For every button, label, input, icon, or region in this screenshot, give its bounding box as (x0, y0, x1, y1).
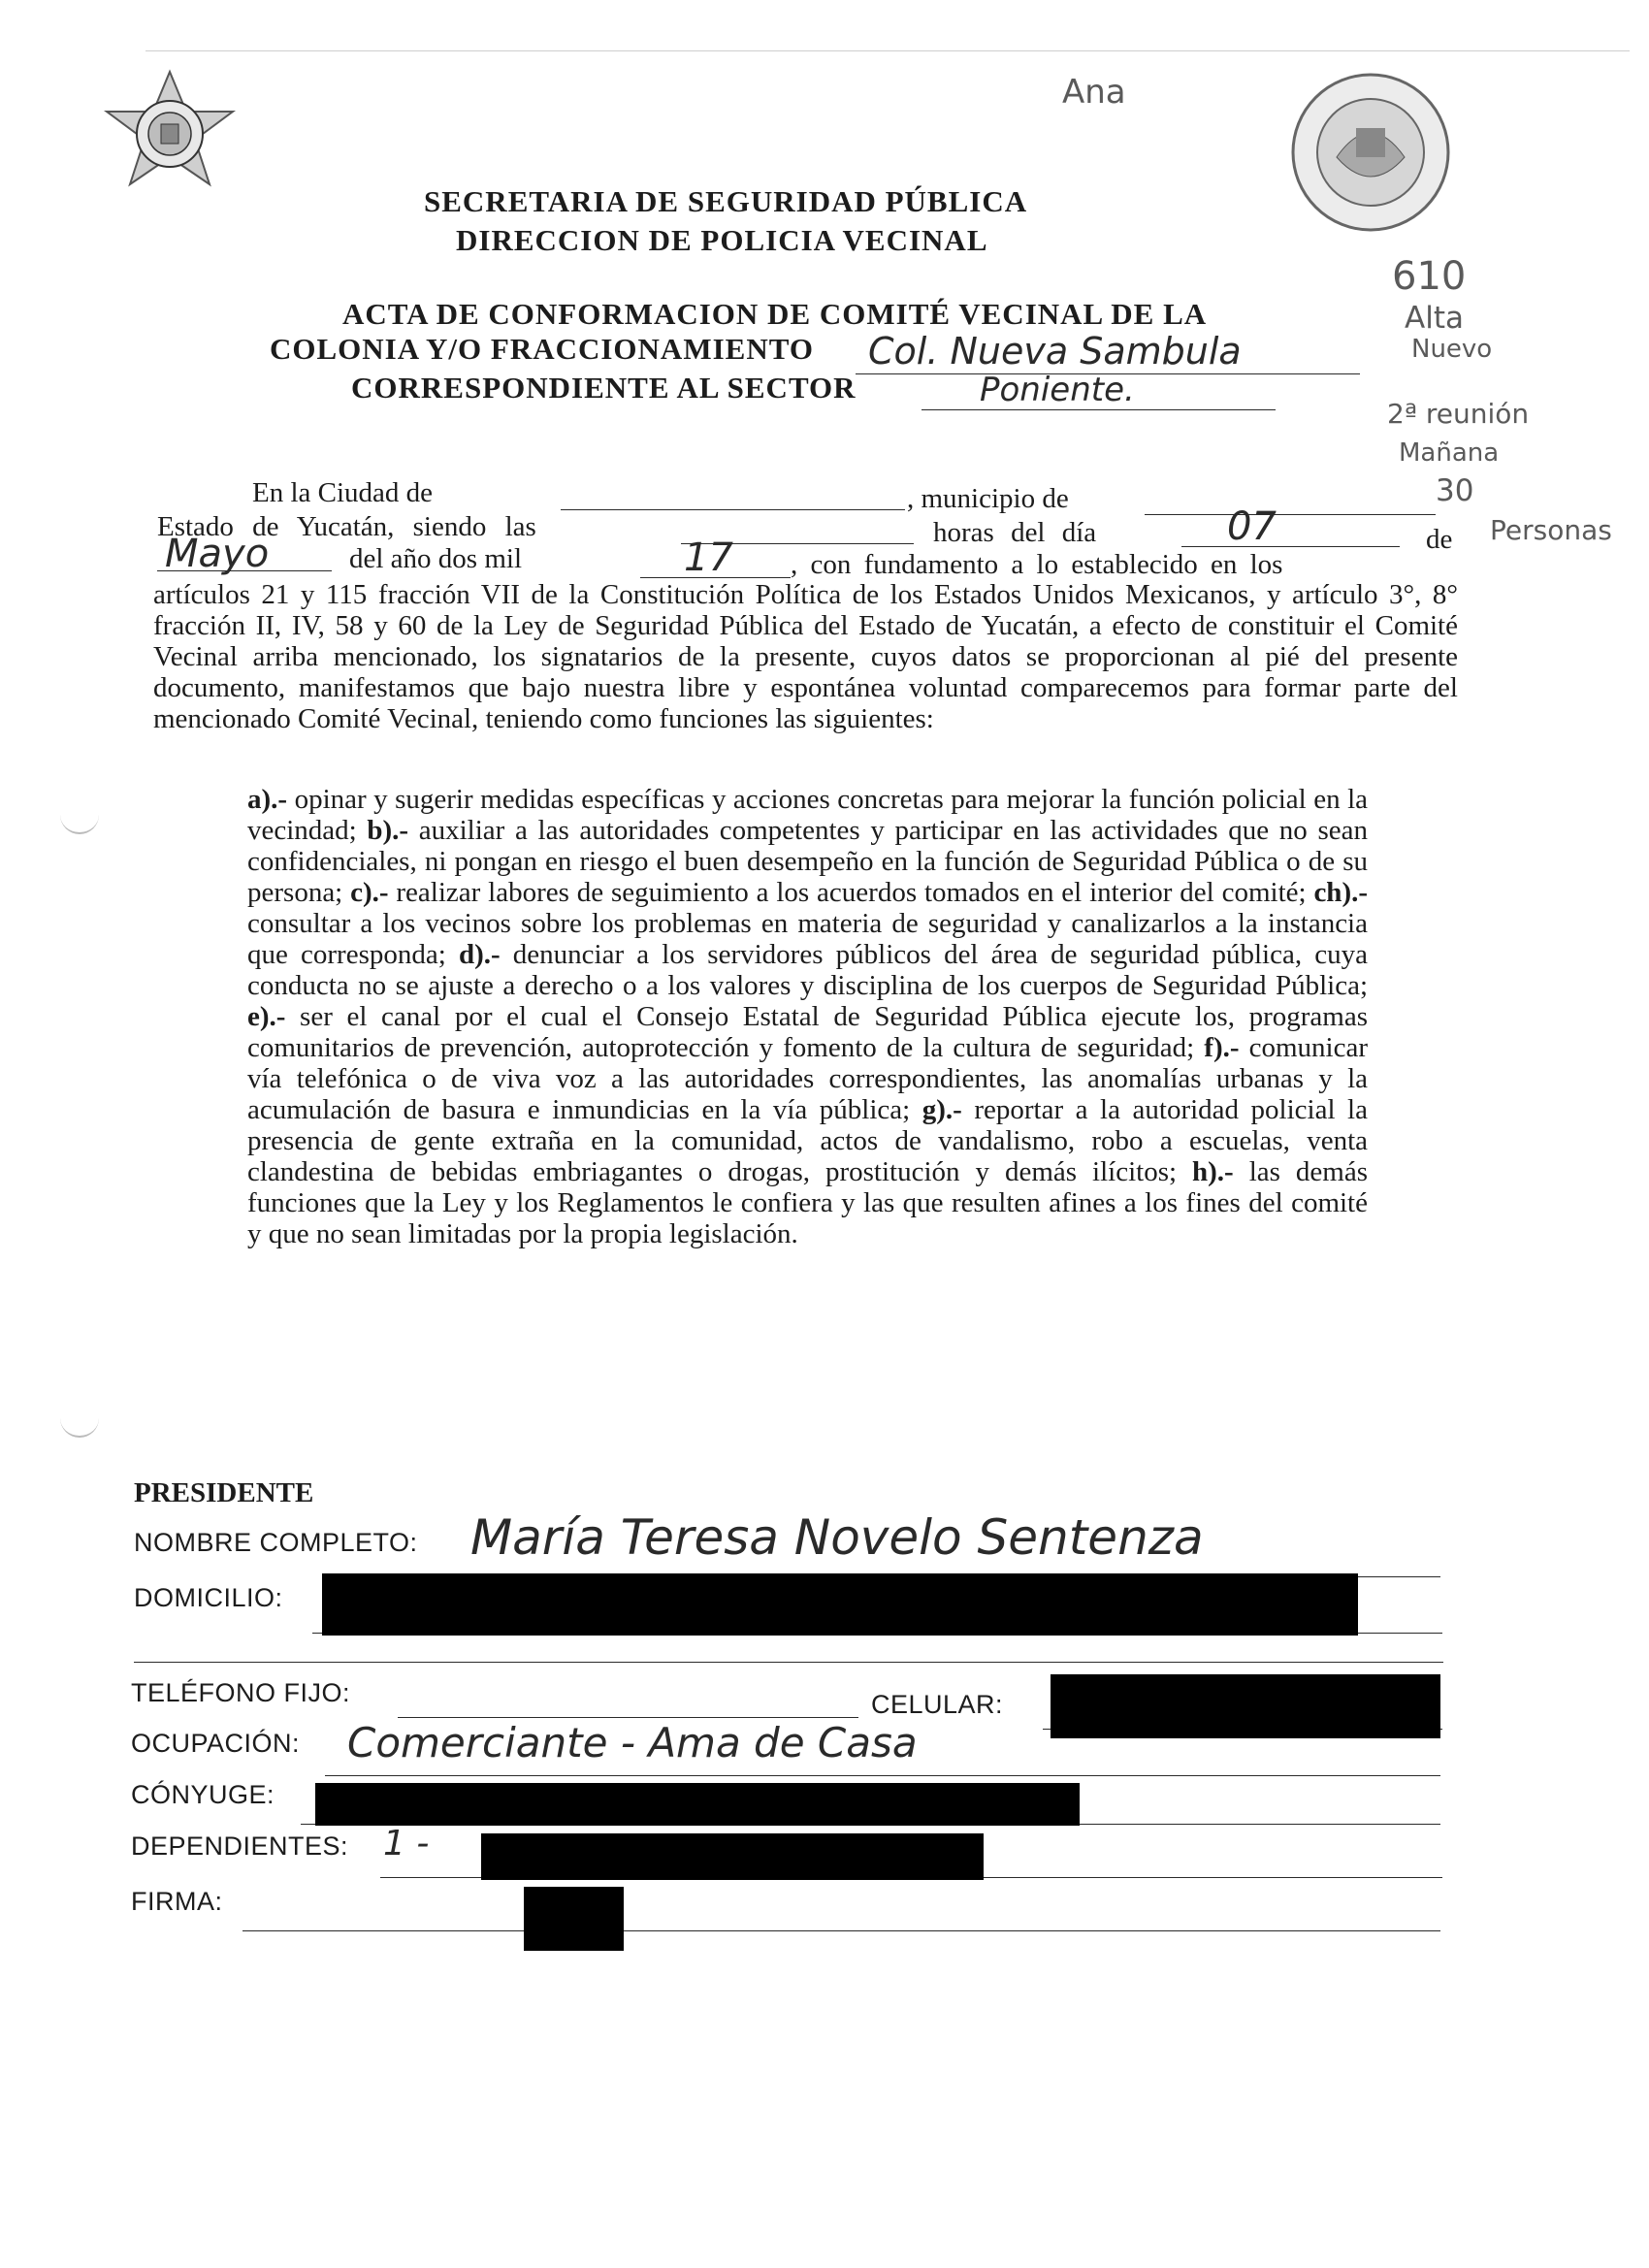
header-line-2: DIRECCION DE POLICIA VECINAL (456, 223, 988, 257)
body-line3-b: , con fundamento a lo establecido en los (791, 549, 1283, 580)
domicilio-redaction (322, 1573, 1358, 1636)
item-e-text: ser el canal por el cual el Consejo Estatal de Seguridad Pública ejecute los, programas comunitarios de prevención, autoprotección y fomento de la cultura de seguridad; (247, 1001, 1368, 1063)
margin-note-3: Nuevo (1411, 335, 1493, 364)
telefono-label: TELÉFONO FIJO: (131, 1678, 351, 1707)
title-line-3: CORRESPONDIENTE AL SECTOR (351, 371, 857, 405)
punch-hole-mark (60, 813, 99, 834)
nombre-label: NOMBRE COMPLETO: (134, 1528, 418, 1557)
council-seal (1288, 70, 1453, 235)
item-b-text: auxiliar a las autoridades competentes y participar en las actividades que no sean confidenciales, ni pongan en riesgo el buen desempeño en la función de Seguridad Pública o de su persona; (247, 815, 1368, 908)
item-e-label: e).- (247, 1001, 286, 1032)
item-h-text: las demás funciones que la Ley y los Reglamentos le confiera y las que resulten afines a los fines del comité y que no sean limitadas por la propia legislación. (247, 1156, 1368, 1249)
item-c-text: realizar labores de seguimiento a los acuerdos tomados en el interior del comité; (388, 877, 1314, 908)
body-line2-b: horas del día (933, 517, 1097, 548)
telefono-line (398, 1717, 858, 1718)
item-a-label: a).- (247, 784, 288, 815)
domicilio-line-2 (134, 1662, 1443, 1663)
municipio-line (1145, 514, 1436, 515)
dependientes-label: DEPENDIENTES: (131, 1831, 349, 1861)
dependientes-value: 1 - (383, 1824, 430, 1863)
anio-value: 17 (684, 535, 733, 580)
firma-redaction (524, 1887, 624, 1951)
functions-paragraph (247, 784, 1368, 1249)
body-line1-b: , municipio de (907, 483, 1069, 514)
margin-note-4: 2ª reunión (1387, 398, 1530, 430)
margin-note-top: Ana (1062, 73, 1126, 112)
title-line-2: COLONIA Y/O FRACCIONAMIENTO (270, 332, 814, 366)
item-d-label: d).- (458, 939, 501, 970)
item-b-label: b).- (367, 815, 409, 846)
margin-note-2: Alta (1405, 301, 1464, 336)
celular-label: CELULAR: (871, 1690, 1004, 1719)
body-line1-a: En la Ciudad de (252, 477, 434, 508)
title-line-1: ACTA DE CONFORMACION DE COMITÉ VECINAL DE LA (342, 297, 1208, 331)
item-ch-text: consultar a los vecinos sobre los problemas en materia de seguridad y canalizarlos a la instancia que corresponda; (247, 908, 1368, 970)
punch-hole-mark (60, 1416, 99, 1438)
item-g-text: reportar a la autoridad policial la presencia de gente extraña en la comunidad, actos de vandalismo, robo a escuelas, venta clandestina de bebidas embriagantes o drogas, prostitución y demás ilícitos; (247, 1094, 1368, 1187)
item-f-text: comunicar vía telefónica o de viva voz a las autoridades correspondientes, las anomalías urbanas y la acumulación de basura e inmundicias en la vía pública; (247, 1032, 1369, 1125)
item-h-label: h).- (1192, 1156, 1234, 1187)
domicilio-label: DOMICILIO: (134, 1583, 283, 1612)
page-top-edge (146, 50, 1630, 51)
dia-value: 07 (1227, 504, 1277, 549)
margin-note-6: 30 (1436, 473, 1474, 508)
item-ch-label: ch).- (1313, 877, 1369, 908)
body-line3-a: del año dos mil (349, 543, 523, 574)
ocupacion-line (325, 1775, 1440, 1776)
sector-line (922, 409, 1276, 410)
section-presidente: PRESIDENTE (134, 1477, 314, 1508)
dependientes-redaction (481, 1833, 984, 1880)
conyuge-redaction (315, 1783, 1080, 1826)
margin-note-1: 610 (1392, 254, 1467, 299)
item-a-text: opinar y sugerir medidas específicas y acciones concretas para mejorar la función policial en la vecindad; (247, 784, 1368, 846)
body-line2-a: Estado de Yucatán, siendo las (157, 511, 536, 542)
conyuge-label: CÓNYUGE: (131, 1780, 275, 1809)
item-d-text: denunciar a los servidores públicos del área de seguridad pública, cuya conducta no se ajuste a derecho o a los valores y disciplina de los cuerpos de Seguridad Pública; (247, 939, 1368, 1001)
ocupacion-value: Comerciante - Ama de Casa (347, 1719, 918, 1766)
body-line2-c: de (1426, 524, 1453, 555)
firma-line (242, 1930, 1440, 1931)
firma-label: FIRMA: (131, 1887, 223, 1916)
dia-line (1181, 546, 1400, 547)
police-badge-seal (97, 68, 242, 213)
right-seal-text (0, 0, 1, 1)
item-f-label: f).- (1204, 1032, 1240, 1063)
ocupacion-label: OCUPACIÓN: (131, 1729, 301, 1758)
margin-note-7: Personas (1490, 514, 1612, 546)
body-paragraph: artículos 21 y 115 fracción VII de la Constitución Política de los Estados Unidos Mexicanos, y artículo 3°, 8° fracción II, IV, 58 y 60 de la Ley de Seguridad Pública del Estado de Yucatán, a efecto de constituir el Comité Vecinal arriba mencionado, los signatarios de la presente, cuyos datos se proporcionan al pié del presente documento, manifestamos que bajo nuestra libre y espontánea voluntad comparecemos para formar parte del mencionado Comité Vecinal, teniendo como funciones las siguientes: (153, 579, 1458, 734)
mes-value: Mayo (165, 532, 270, 576)
sector-value: Poniente. (980, 371, 1135, 409)
ciudad-line (561, 509, 905, 510)
item-c-label: c).- (350, 877, 389, 908)
header-line-1: SECRETARIA DE SEGURIDAD PÚBLICA (424, 184, 1028, 218)
item-g-label: g).- (922, 1094, 962, 1125)
colonia-value: Col. Nueva Sambula (868, 330, 1242, 373)
margin-note-5: Mañana (1399, 438, 1500, 468)
celular-redaction (1051, 1674, 1440, 1738)
nombre-value: María Teresa Novelo Sentenza (470, 1509, 1204, 1566)
